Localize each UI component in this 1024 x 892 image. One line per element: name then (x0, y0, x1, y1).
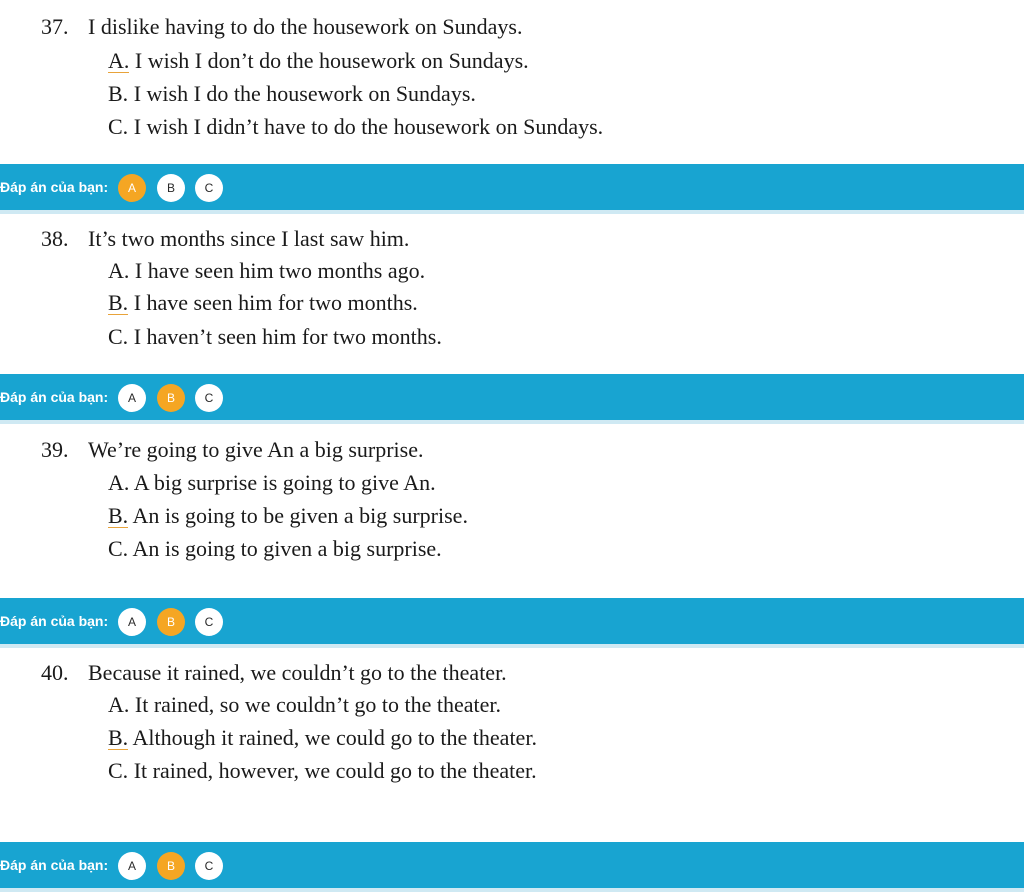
question-text: Because it rained, we couldn’t go to the theater. (88, 660, 507, 685)
option-letter: A. (108, 470, 130, 495)
option-text: A big surprise is going to give An. (133, 470, 436, 495)
answer-label: Đáp án của bạn: (0, 389, 109, 405)
option-letter: A. (108, 258, 130, 283)
option-letter: B. (108, 81, 129, 106)
option-letter: B. (108, 503, 129, 528)
question-text: It’s two months since I last saw him. (88, 226, 410, 251)
option-text: An is going to be given a big surprise. (132, 503, 468, 528)
choice-a-button[interactable]: A (118, 852, 146, 880)
question-text: I dislike having to do the housework on Sundays. (88, 14, 523, 39)
option-text: It rained, so we couldn’t go to the theater. (134, 692, 502, 717)
option-text: I wish I do the housework on Sundays. (133, 81, 476, 106)
answer-bar-37 (0, 164, 1024, 214)
option-letter: C. (108, 536, 129, 561)
choice-c-button[interactable]: C (195, 384, 223, 412)
answer-bar-38 (0, 374, 1024, 424)
answer-label: Đáp án của bạn: (0, 613, 109, 629)
question-stem (41, 14, 522, 40)
option-b (108, 725, 537, 751)
option-text: An is going to given a big surprise. (132, 536, 442, 561)
option-text: It rained, however, we could go to the theater. (133, 758, 537, 783)
answer-bar-39 (0, 598, 1024, 648)
option-b (108, 503, 468, 529)
answer-label: Đáp án của bạn: (0, 179, 109, 195)
option-a (108, 470, 436, 496)
option-text: Although it rained, we could go to the theater. (132, 725, 537, 750)
option-letter: A. (108, 692, 130, 717)
question-text: We’re going to give An a big surprise. (88, 437, 424, 462)
choice-b-button[interactable]: B (157, 174, 185, 202)
option-letter: A. (108, 48, 130, 73)
option-c (108, 114, 603, 140)
choice-a-button[interactable]: A (118, 384, 146, 412)
question-number: 40. (41, 660, 69, 685)
option-text: I wish I don’t do the housework on Sundays. (134, 48, 529, 73)
option-letter: B. (108, 725, 129, 750)
question-number: 38. (41, 226, 69, 251)
option-a (108, 692, 501, 718)
option-c (108, 758, 537, 784)
choice-b-button[interactable]: B (157, 608, 185, 636)
question-number: 37. (41, 14, 69, 39)
choice-c-button[interactable]: C (195, 852, 223, 880)
option-text: I wish I didn’t have to do the housework on Sundays. (133, 114, 604, 139)
option-a (108, 48, 529, 74)
option-letter: B. (108, 290, 129, 315)
option-text: I haven’t seen him for two months. (133, 324, 442, 349)
answer-bar-40 (0, 842, 1024, 892)
option-letter: C. (108, 324, 129, 349)
choice-b-button[interactable]: B (157, 384, 185, 412)
question-number: 39. (41, 437, 69, 462)
option-c (108, 536, 442, 562)
question-stem (41, 660, 507, 686)
option-letter: C. (108, 758, 129, 783)
option-text: I have seen him two months ago. (134, 258, 426, 283)
option-a (108, 258, 425, 284)
question-stem (41, 437, 424, 463)
option-text: I have seen him for two months. (133, 290, 418, 315)
option-b (108, 81, 476, 107)
option-c (108, 324, 442, 350)
choice-c-button[interactable]: C (195, 174, 223, 202)
option-letter: C. (108, 114, 129, 139)
question-stem (41, 226, 409, 252)
option-b (108, 290, 418, 316)
choice-a-button[interactable]: A (118, 174, 146, 202)
choice-c-button[interactable]: C (195, 608, 223, 636)
answer-label: Đáp án của bạn: (0, 857, 109, 873)
choice-a-button[interactable]: A (118, 608, 146, 636)
choice-b-button[interactable]: B (157, 852, 185, 880)
